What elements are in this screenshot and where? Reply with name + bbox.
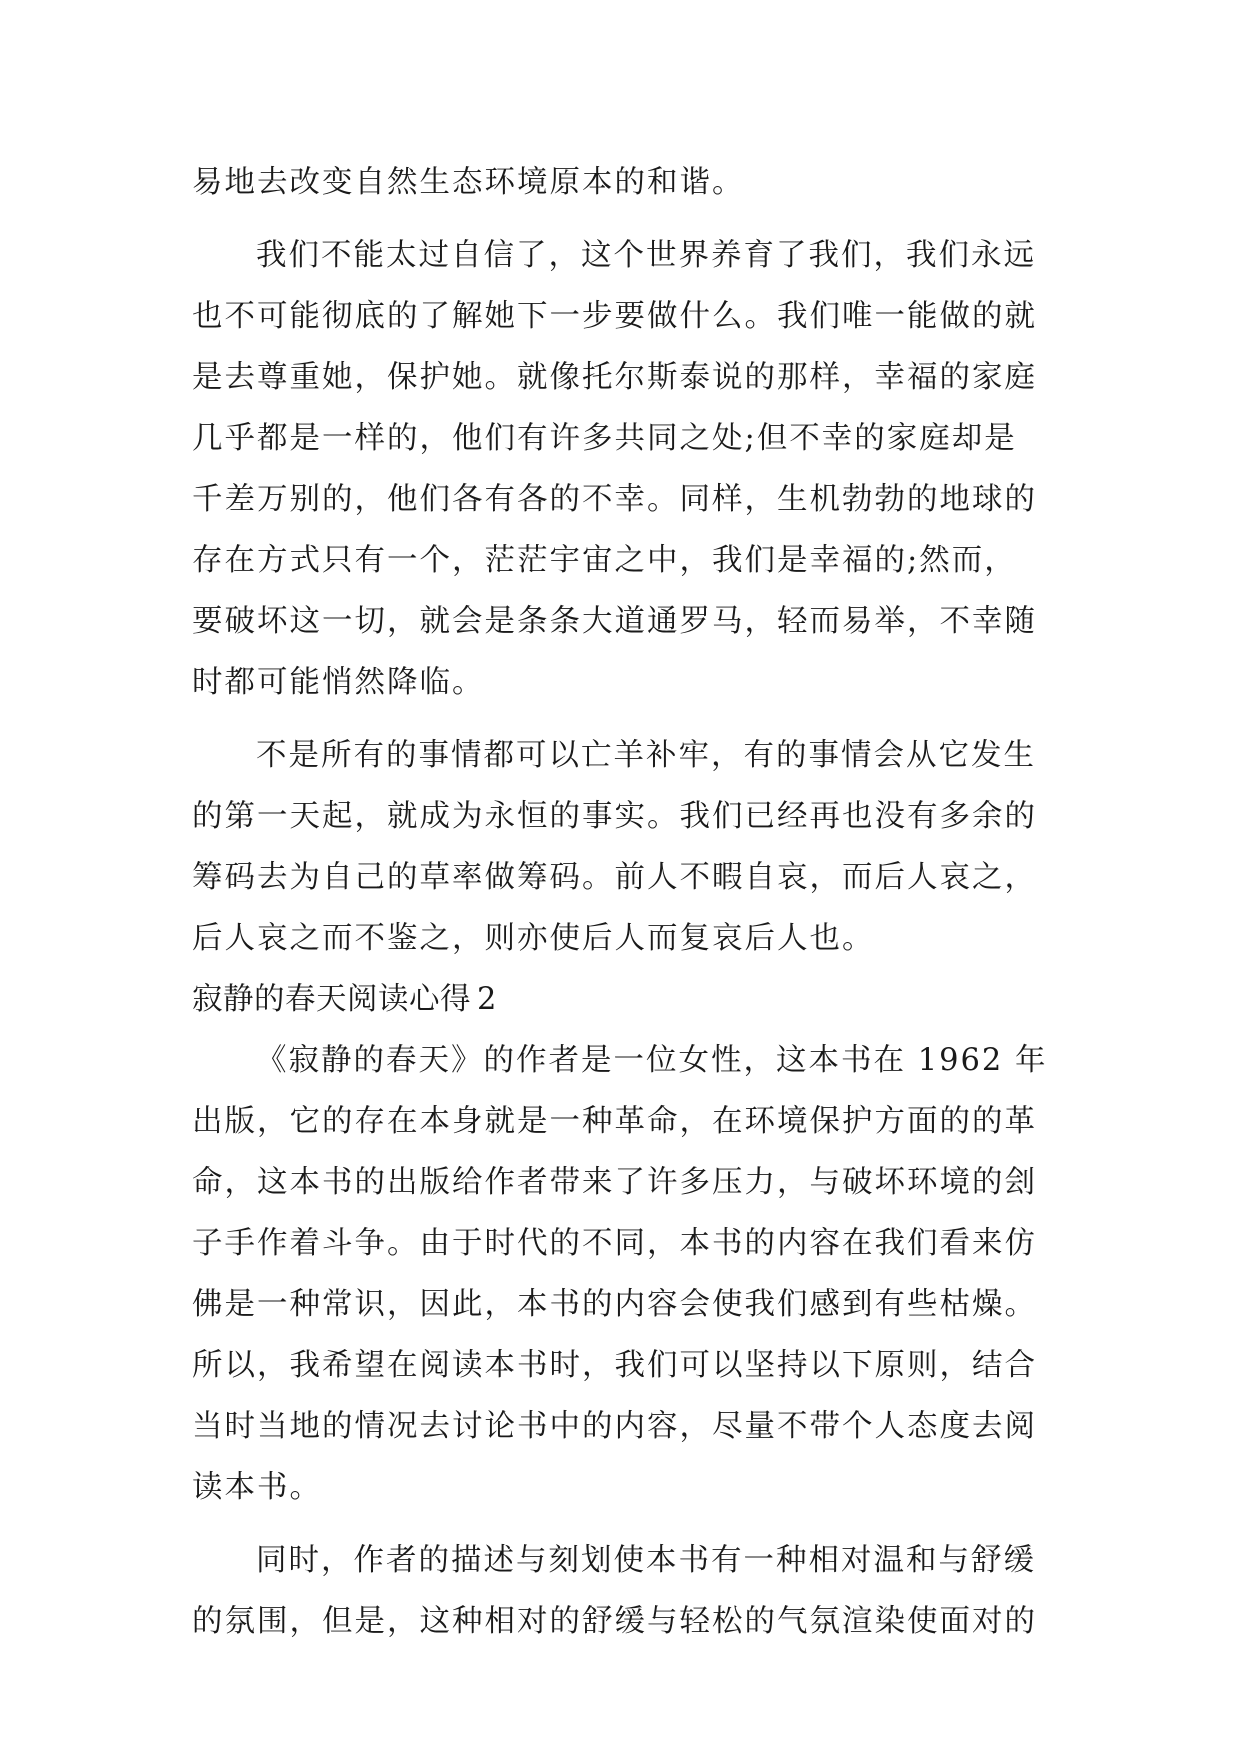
text-line: 我们不能太过自信了，这个世界养育了我们，我们永远 [256, 238, 1036, 273]
text-line: 要破坏这一切，就会是条条大道通罗马，轻而易举，不幸随 [192, 604, 1037, 639]
text-line: 几乎都是一样的，他们有许多共同之处;但不幸的家庭却是 [192, 421, 1017, 456]
text-line: 出版，它的存在本身就是一种革命，在环境保护方面的的革 [192, 1104, 1037, 1139]
text-line: 千差万别的，他们各有各的不幸。同样，生机勃勃的地球的 [192, 482, 1037, 517]
text-line: 佛是一种常识，因此，本书的内容会使我们感到有些枯燥。 [192, 1287, 1037, 1322]
text-line: 同时，作者的描述与刻划使本书有一种相对温和与舒缓 [256, 1543, 1036, 1578]
text-line: 所以，我希望在阅读本书时，我们可以坚持以下原则，结合 [192, 1348, 1037, 1383]
paragraph-2 [192, 225, 1062, 713]
text-line: 筹码去为自己的草率做筹码。前人不暇自哀，而后人哀之， [192, 860, 1037, 895]
text-line: 后人哀之而不鉴之，则亦使后人而复哀后人也。 [192, 921, 875, 956]
section-heading-number: 2 [477, 982, 497, 1017]
text-line: 当时当地的情况去讨论书中的内容，尽量不带个人态度去阅 [192, 1409, 1037, 1444]
document-body [192, 152, 1062, 1652]
paragraph-3 [192, 725, 1062, 969]
paragraph-5 [192, 1530, 1062, 1652]
section-heading [192, 969, 1062, 1030]
text-line: 是去尊重她，保护她。就像托尔斯泰说的那样，幸福的家庭 [192, 360, 1037, 395]
paragraph-1 [192, 152, 1062, 213]
text-line: 存在方式只有一个，茫茫宇宙之中，我们是幸福的;然而， [192, 543, 1017, 578]
text-line: 读本书。 [192, 1470, 322, 1505]
text-line: 命，这本书的出版给作者带来了许多压力，与破坏环境的刽 [192, 1165, 1037, 1200]
text-line: 子手作着斗争。由于时代的不同，本书的内容在我们看来仿 [192, 1226, 1037, 1261]
text-line: 易地去改变自然生态环境原本的和谐。 [192, 165, 745, 200]
text-line: 也不可能彻底的了解她下一步要做什么。我们唯一能做的就 [192, 299, 1037, 334]
text-line: 的第一天起，就成为永恒的事实。我们已经再也没有多余的 [192, 799, 1037, 834]
text-line: 《寂静的春天》的作者是一位女性，这本书在 1962 年 [256, 1043, 1048, 1078]
paragraph-4 [192, 1030, 1062, 1518]
section-heading-text: 寂静的春天阅读心得 [192, 982, 471, 1017]
text-line: 时都可能悄然降临。 [192, 665, 485, 700]
text-line: 不是所有的事情都可以亡羊补牢，有的事情会从它发生 [256, 738, 1036, 773]
text-line: 的氛围，但是，这种相对的舒缓与轻松的气氛渲染使面对的 [192, 1604, 1037, 1639]
